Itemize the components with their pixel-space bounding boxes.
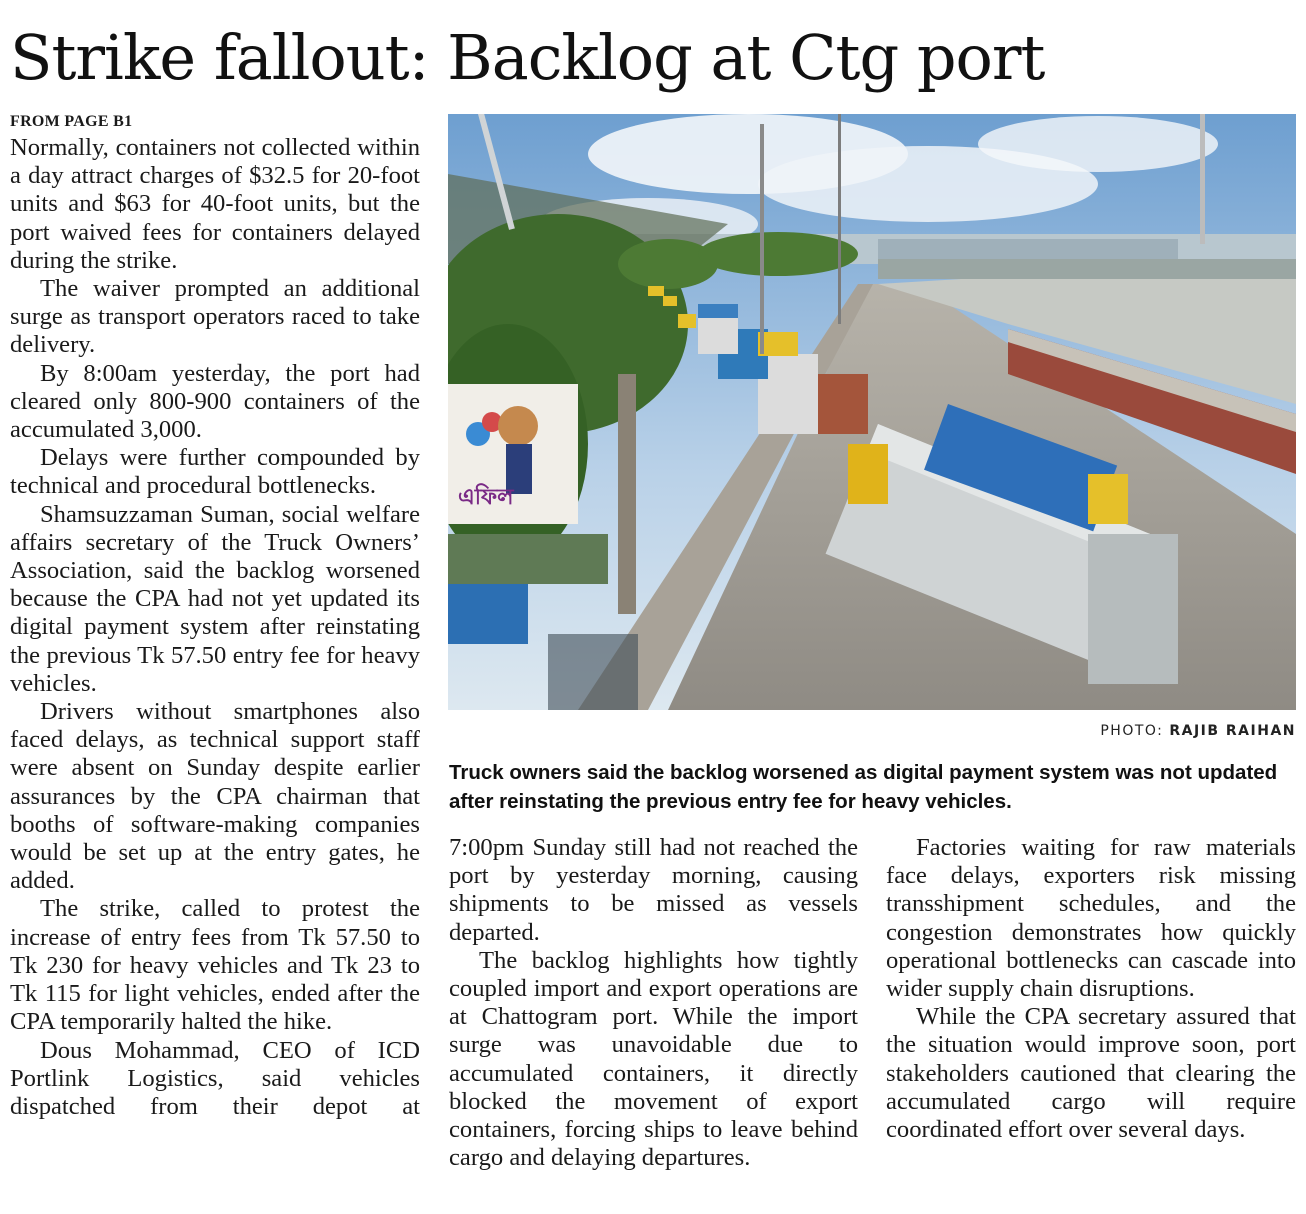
- article-column-2: [449, 834, 858, 1206]
- photo-credit: [1100, 723, 1296, 739]
- trucks-queue-photo: [448, 114, 1296, 710]
- paragraph: Normally, containers not collected within a day attract charges of $32.5 for 20-foot units and $63 for 40-foot units, but the port waived fees for containers delayed during the strike.: [10, 134, 420, 274]
- headline: Strike fallout: Backlog at Ctg port: [10, 21, 1045, 94]
- paragraph: The backlog highlights how tightly coupled import and export operations are at Chattogram port. While the import surge was unavoidable due to accumulated containers, it directly blocked the movement of export containers, forcing ships to leave behind cargo and delaying departures.: [449, 946, 858, 1172]
- paragraph: 7:00pm Sunday still had not reached the port by yesterday morning, causing shipments to be missed as vessels departed.: [449, 834, 858, 946]
- paragraph: By 8:00am yesterday, the port had cleared only 800-900 containers of the accumulated 3,000.: [10, 359, 420, 444]
- paragraph: The waiver prompted an additional surge as transport operators raced to take delivery.: [10, 275, 420, 359]
- banner-text: এফিল: [458, 485, 514, 510]
- photo-caption: Truck owners said the backlog worsened as digital payment system was not updated after reinstating the previous entry fee for heavy vehicles.: [449, 761, 1278, 813]
- news-photo: [448, 114, 1296, 710]
- paragraph: Delays were further compounded by technical and procedural bottlenecks.: [10, 444, 420, 500]
- paragraph: Factories waiting for raw materials face delays, exporters risk missing transshipment schedules, and the congestion demonstrates how quickly operational bottlenecks can cascade into wider supply chain disruptions.: [886, 834, 1296, 1003]
- paragraph: Dous Mohammad, CEO of ICD Portlink Logistics, said vehicles dispatched from their depot at: [10, 1036, 420, 1120]
- paragraph: The strike, called to protest the increase of entry fees from Tk 57.50 to Tk 230 for heavy vehicles and Tk 23 to Tk 115 for light vehicles, ended after the CPA temporarily halted the hike.: [10, 895, 420, 1036]
- dateline: FROM PAGE B1: [10, 113, 133, 130]
- article-column-1: [10, 134, 420, 1206]
- photo-credit-name: RAJIB RAIHAN: [1169, 723, 1296, 739]
- photo-credit-prefix: PHOTO:: [1100, 723, 1164, 739]
- paragraph: Shamsuzzaman Suman, social welfare affairs secretary of the Truck Owners’ Association, said the backlog worsened because the CPA had not yet updated its digital payment system after reinstating the previous Tk 57.50 entry fee for heavy vehicles.: [10, 500, 420, 697]
- paragraph: Drivers without smartphones also faced delays, as technical support staff were absent on Sunday despite earlier assurances by the CPA chairman that booths of software-making companies would be set up at the entry gates, he added.: [10, 698, 420, 895]
- article-column-3: [886, 834, 1296, 1206]
- paragraph: While the CPA secretary assured that the situation would improve soon, port stakeholders cautioned that clearing the accumulated cargo will require coordinated effort over several days.: [886, 1003, 1296, 1144]
